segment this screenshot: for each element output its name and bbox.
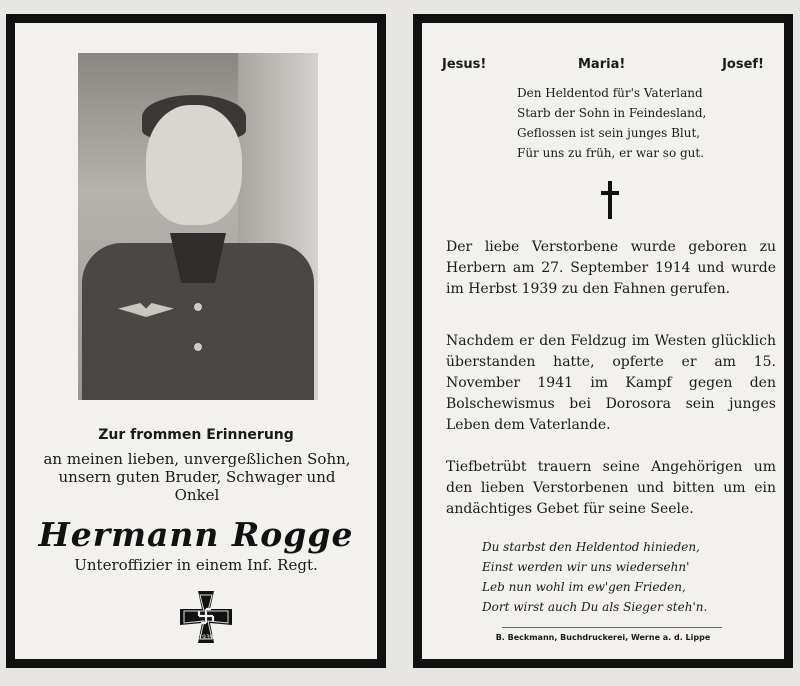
poem-line: Einst werden wir uns wiedersehn' [482, 560, 690, 574]
dedication-line: Onkel [174, 486, 220, 504]
poem-line: Leb nun wohl im ew'gen Frieden, [482, 580, 686, 594]
invocation-maria: Maria! [578, 57, 626, 72]
invocation-jesus: Jesus! [442, 57, 487, 72]
military-rank: Unteroffizier in einem Inf. Regt. [74, 556, 318, 574]
poem-line: Du starbst den Heldentod hinieden, [482, 540, 700, 554]
dedication-text [27, 450, 367, 504]
poem-line: Den Heldentod für's Vaterland [517, 86, 703, 100]
iron-cross-icon [178, 589, 234, 645]
printer-imprint: B. Beckmann, Buchdruckerei, Werne a. d. Lippe [495, 633, 711, 642]
right-memorial-card [413, 14, 793, 668]
poem-line: Starb der Sohn in Feindesland, [517, 106, 707, 120]
poem-line: Dort wirst auch Du als Sieger steh'n. [482, 600, 708, 614]
deceased-name: Hermann Rogge [38, 515, 354, 554]
soldier-portrait-photo [78, 53, 318, 400]
left-memorial-card [6, 14, 386, 668]
death-paragraph: Nachdem er den Feldzug im Westen glücklich überstanden hatte, opferte er am 15. November 1941 im Kampf gegen den Bolschewismus bei Dorosora sein junges Leben dem Vaterlande. [446, 333, 776, 433]
divider [502, 627, 722, 628]
memory-heading: Zur frommen Erinnerung [98, 427, 294, 443]
opening-poem [517, 83, 706, 163]
dedication-line: an meinen lieben, unvergeßlichen Sohn, [43, 450, 351, 468]
biography-paragraph: Der liebe Verstorbene wurde geboren zu Herbern am 27. September 1914 und wurde im Herbst 1939 zu den Fahnen gerufen. [446, 239, 776, 297]
invocation-josef: Josef! [722, 57, 764, 72]
closing-poem [482, 537, 707, 617]
dedication-line: unsern guten Bruder, Schwager und [58, 468, 336, 486]
mourning-paragraph: Tiefbetrübt trauern seine Angehörigen um den lieben Verstorbenen und bitten um ein andächtiges Gebet für seine Seele. [446, 459, 776, 517]
latin-cross-icon [601, 181, 619, 219]
poem-line: Für uns zu früh, er war so gut. [517, 146, 705, 160]
poem-line: Geflossen ist sein junges Blut, [517, 126, 701, 140]
cross-year: 1939 [198, 634, 214, 641]
